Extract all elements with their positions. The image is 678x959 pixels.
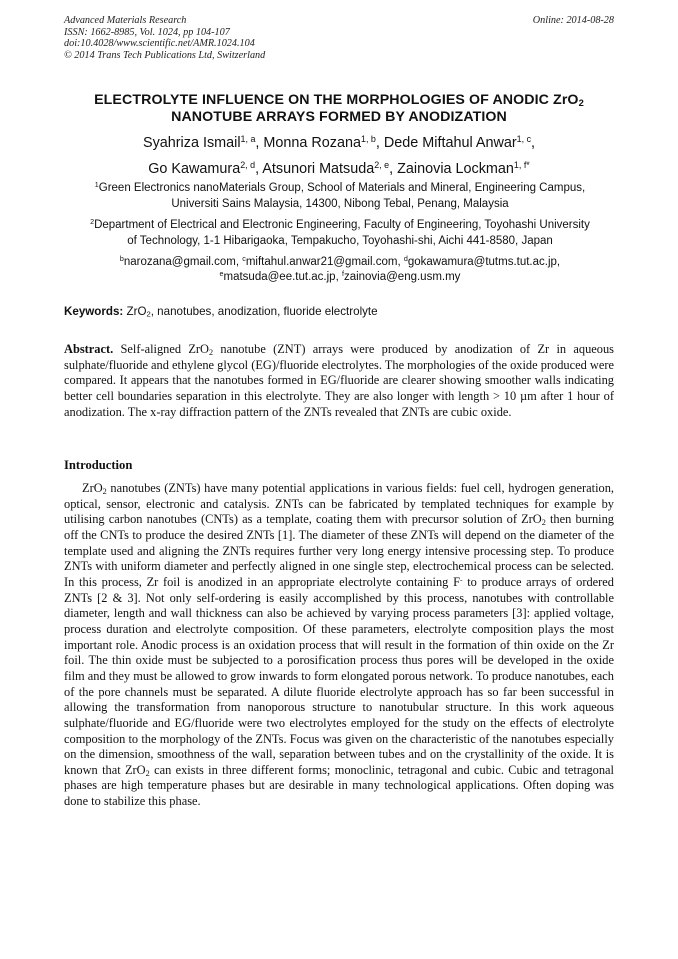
author-affiliation-mark: 1, b [361, 134, 376, 145]
paper-title [40, 92, 638, 126]
keyword-zro: ZrO [126, 305, 147, 318]
email-separator: , [235, 256, 243, 268]
intro-text: can exists in three different forms; monoclinic, tetragonal and cubic. Cubic and tetragonal phases are high temperature phases but are desirable in many technological applications. Often doping was done to stabilize this phase. [64, 762, 614, 809]
email-address: zainovia@eng.usm.my [343, 271, 461, 284]
section-heading-introduction: Introduction [64, 458, 133, 472]
abstract [64, 342, 614, 420]
introduction-body [64, 481, 614, 810]
email-address: matsuda@ee.tut.ac.jp [223, 271, 336, 284]
intro-superscript: - [459, 574, 463, 584]
keyword-subscript: 2 [146, 309, 151, 319]
intro-text: then burning off the CNTs to produce the desired ZNTs [1]. The diameter of these ZNTs will depend on the diameter of the template used and aligning the ZNTs requires further very long energy intensive processing step. To produce ZNTs with uniform diameter and perfectly aligned in one single step, electrochemical process can be selected. In this process, Zr foil is anodized in an appropriate electrolyte containing F [64, 512, 614, 589]
email-address: narozana@gmail.com [123, 256, 236, 268]
author-name: Go Kawamura [148, 161, 241, 177]
author-row [40, 156, 638, 182]
affiliation-line: Department of Electrical and Electronic Engineering, Faculty of Engineering, Toyohashi University [94, 219, 590, 231]
email-address: miftahul.anwar21@gmail.com [245, 256, 398, 268]
issn-line: ISSN: 1662-8985, Vol. 1024, pp 104-107 [64, 26, 230, 38]
email-list [62, 255, 618, 285]
title-line-2: NANOTUBE ARRAYS FORMED BY ANODIZATION [171, 109, 507, 125]
intro-text: to produce arrays of ordered ZNTs [2 & 3]. Not only self-ordering is easily accomplished by this process, nanotubes with controllable diameter, length and wall thickness can also be achieved by varying process parameters [3]: applied voltage, process duration and electrolyte composition. Of these parameters, electrolyte composition plays the most important role. Anodic process is an oxidation process that will result in the formation of thin oxide on the Zr foil. The thin oxide must be subjected to a porosification process thus pores will be developed in the oxide film and they must be allowed to grow inwards to form elongated porous network. To produce nanotubes, each of the pore channels must be separated. A dilute fluoride electrolyte approach has so far been successful in allowing the transformation from nanoporous structure to nanotubular structure. In this work aqueous sulphate/fluoride and EG/fluoride were two electrolytes employed for the study on the effects of electrolyte composition to the morphology of the ZNTs. Focus was given on the characteristic of the nanotubes especially on the dimension, smoothness of the wall, separation between tubes and on the crystallinity of the oxide. It is known that ZrO [64, 574, 614, 777]
author-affiliation-mark: 1, c [516, 134, 532, 145]
affiliation-line: of Technology, 1-1 Hibarigaoka, Tempakucho, Toyohashi-shi, Aichi 441-8580, Japan [127, 234, 553, 247]
title-subscript: 2 [578, 98, 584, 109]
intro-subscript: 2 [102, 486, 107, 496]
author-affiliation-mark: 2, e [374, 160, 390, 171]
journal-name: Advanced Materials Research [64, 15, 187, 26]
email-separator: , [397, 256, 404, 268]
author-affiliation-mark: 1, a [240, 134, 256, 145]
author-affiliation-mark: 1, f* [513, 160, 530, 171]
author-name: Zainovia Lockman [397, 161, 514, 177]
author-list [40, 130, 638, 182]
email-row [62, 255, 618, 270]
affiliation-line: Universiti Sains Malaysia, 14300, Nibong Tebal, Penang, Malaysia [171, 197, 509, 210]
keywords [64, 304, 614, 319]
email-address: gokawamura@tutms.tut.ac.jp, [407, 256, 561, 268]
title-line-1: ELECTROLYTE INFLUENCE ON THE MORPHOLOGIES OF ANODIC ZrO [94, 92, 579, 108]
abstract-label: Abstract. [64, 342, 114, 356]
intro-text: ZrO [82, 481, 103, 495]
copyright-line: © 2014 Trans Tech Publications Ltd, Switzerland [64, 49, 266, 61]
keywords-label: Keywords: [64, 305, 124, 318]
author-separator: , [255, 161, 263, 177]
author-name: Monna Rozana [263, 135, 362, 151]
author-affiliation-mark: 2, d [240, 160, 256, 171]
intro-text: nanotubes (ZNTs) have many potential applications in various fields: fuel cell, hydrogen generation, optical, sensor, electronic and catalysis. ZNTs can be fabricated by templated techniques for example by utilising carbon nanotubes (CNTs) as a template, coating them with precursor solution of ZrO [64, 481, 614, 527]
introduction-paragraph [64, 481, 614, 810]
author-separator: , [389, 161, 398, 177]
email-row [62, 270, 618, 285]
journal-header [64, 15, 614, 61]
affiliation-number: 1 [94, 181, 99, 190]
author-separator: , [531, 135, 536, 151]
author-row [40, 130, 638, 156]
email-mark: b [119, 255, 124, 264]
email-mark: c [242, 255, 246, 264]
author-separator: , [375, 135, 384, 151]
email-separator: , [335, 271, 342, 284]
email-mark: e [219, 270, 224, 279]
abstract-text: nanotube (ZNT) arrays were produced by anodization of Zr in aqueous sulphate/fluoride and ethylene glycol (EG)/fluoride electrolytes. The morphologies of the oxide produced were compared. It appears that the nanotubes formed in EG/fluoride are clearer showing smoother walls indicating better cell boundaries separation in this electrolyte. They are also longer with length > 10 µm after 1 hour of anodization. The x-ray diffraction pattern of the ZNTs revealed that ZNTs are cubic oxide. [64, 342, 614, 419]
author-name: Atsunori Matsuda [262, 161, 375, 177]
author-name: Dede Miftahul Anwar [383, 135, 517, 151]
doi-line: doi:10.4028/www.scientific.net/AMR.1024.104 [64, 38, 255, 50]
affiliation-1 [62, 181, 618, 213]
author-name: Syahriza Ismail [142, 135, 241, 151]
abstract-subscript: 2 [209, 347, 214, 357]
online-date: Online: 2014-08-28 [532, 15, 614, 26]
author-separator: , [255, 135, 264, 151]
affiliation-2 [62, 218, 618, 250]
email-mark: f [341, 270, 344, 279]
affiliation-line: Green Electronics nanoMaterials Group, School of Materials and Mineral, Engineering Campus, [98, 182, 586, 194]
intro-subscript: 2 [541, 518, 546, 528]
intro-subscript: 2 [145, 768, 150, 778]
abstract-text: Self-aligned ZrO [120, 342, 210, 356]
email-mark: d [403, 255, 408, 264]
keywords-rest: , nanotubes, anodization, fluoride electrolyte [150, 305, 378, 318]
affiliation-number: 2 [90, 218, 95, 227]
